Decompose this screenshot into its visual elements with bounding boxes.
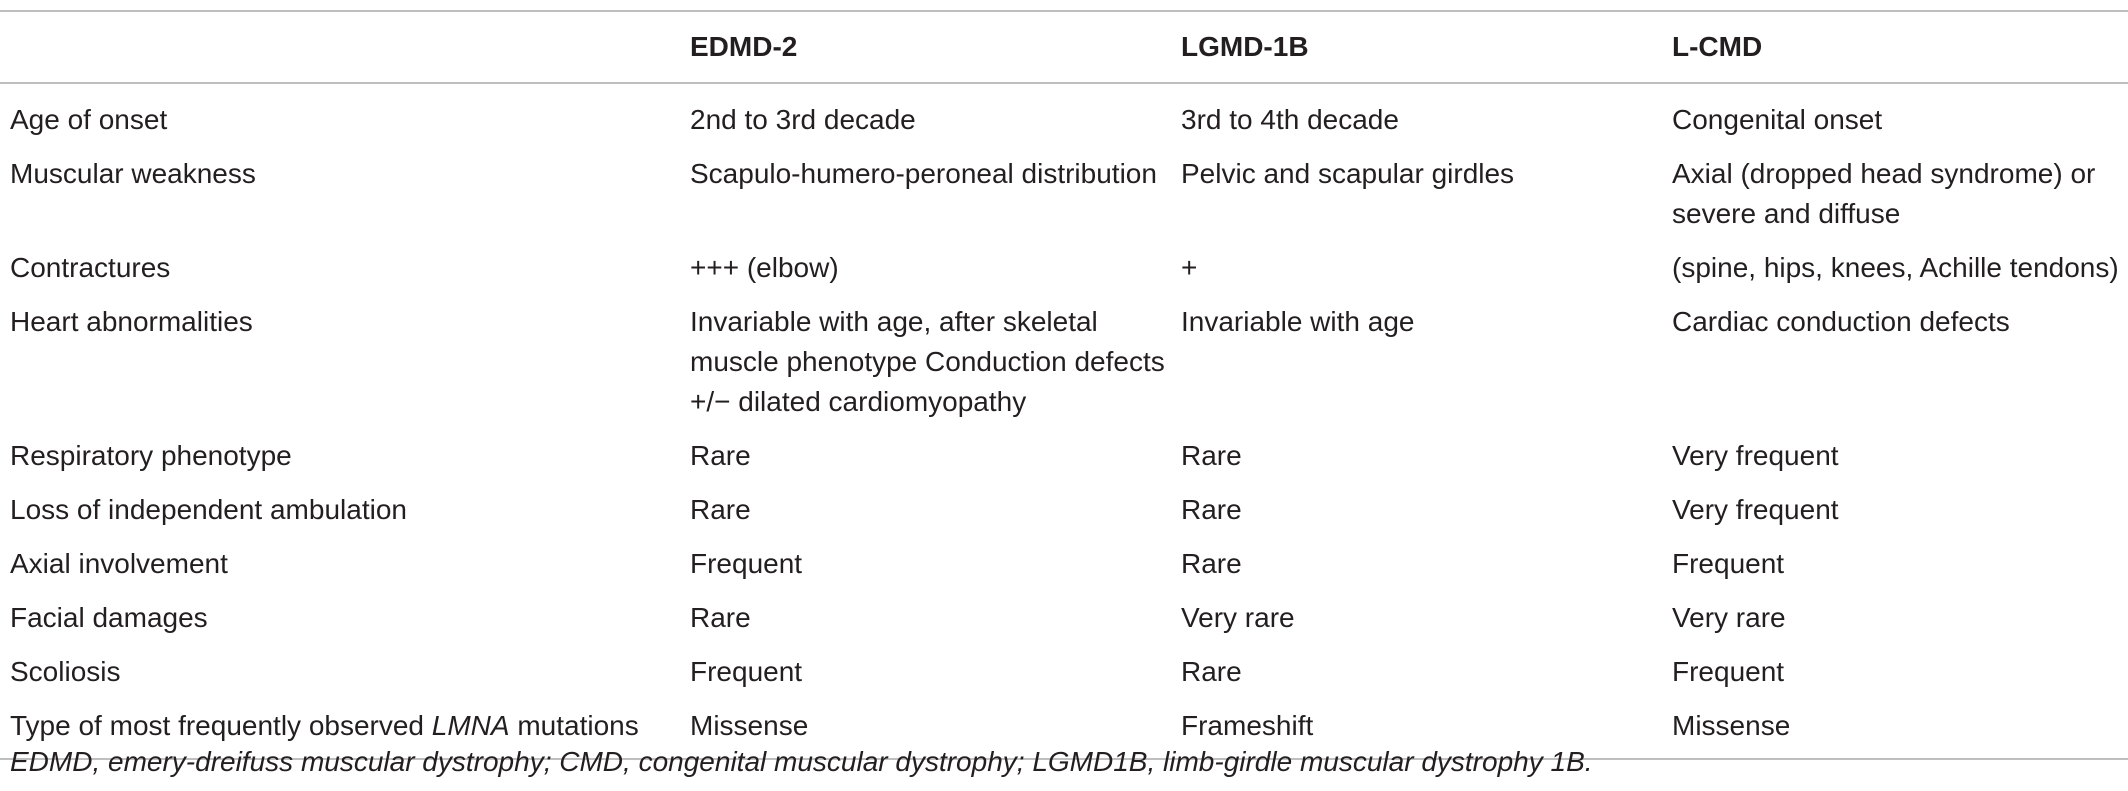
row-label-suffix: mutations xyxy=(509,710,639,741)
table-row xyxy=(0,296,2128,430)
row-label: Axial involvement xyxy=(10,548,228,579)
cell-lgmd1b: Rare xyxy=(1181,656,1242,687)
table-row xyxy=(0,646,2128,700)
row-label: Heart abnormalities xyxy=(10,306,253,337)
row-label: Muscular weakness xyxy=(10,158,256,189)
cell-lgmd1b: Very rare xyxy=(1181,602,1295,633)
cell-lcmd: Missense xyxy=(1672,710,1791,741)
cell-lgmd1b: Rare xyxy=(1181,548,1242,579)
table-row xyxy=(0,242,2128,296)
table-header-row xyxy=(0,11,2128,83)
cell-edmd2: Rare xyxy=(690,602,751,633)
row-label: Loss of independent ambulation xyxy=(10,494,407,525)
cell-edmd2: Frequent xyxy=(690,548,803,579)
cell-edmd2: +++ (elbow) xyxy=(690,252,839,283)
cell-lgmd1b: Rare xyxy=(1181,494,1242,525)
cell-lgmd1b: + xyxy=(1181,252,1198,283)
row-label: Contractures xyxy=(10,252,171,283)
header-lgmd1b: LGMD-1B xyxy=(1181,31,1309,62)
table-row xyxy=(0,484,2128,538)
row-label: Age of onset xyxy=(10,104,168,135)
header-edmd2: EDMD-2 xyxy=(690,31,798,62)
cell-lcmd: Cardiac conduction defects xyxy=(1672,306,2010,337)
row-label-prefix: Type of most frequently observed xyxy=(10,710,432,741)
cell-lcmd: Frequent xyxy=(1672,656,1785,687)
cell-lcmd: Very frequent xyxy=(1672,494,1839,525)
cell-lgmd1b: Frameshift xyxy=(1181,710,1314,741)
header-feature xyxy=(0,11,690,83)
cell-edmd2: Invariable with age, after skeletal muscle phenotype Conduction defects +/− dilated cardiomyopathy xyxy=(690,306,1165,417)
row-label: Scoliosis xyxy=(10,656,121,687)
cell-lcmd: Frequent xyxy=(1672,548,1785,579)
cell-lcmd: (spine, hips, knees, Achille tendons) xyxy=(1672,252,2119,283)
table-row xyxy=(0,148,2128,242)
row-label: Respiratory phenotype xyxy=(10,440,292,471)
cell-edmd2: Frequent xyxy=(690,656,803,687)
comparison-table xyxy=(0,10,2128,760)
table-footnote: EDMD, emery-dreifuss muscular dystrophy; CMD, congenital muscular dystrophy; LGMD1B, limb-girdle muscular dystrophy 1B. xyxy=(10,746,1593,777)
cell-edmd2: Scapulo-humero-peroneal distribution xyxy=(690,158,1157,189)
cell-lcmd: Very rare xyxy=(1672,602,1786,633)
cell-lgmd1b: 3rd to 4th decade xyxy=(1181,104,1399,135)
cell-lgmd1b: Rare xyxy=(1181,440,1242,471)
row-label: Facial damages xyxy=(10,602,208,633)
table-row xyxy=(0,83,2128,148)
row-label-gene: LMNA xyxy=(431,710,510,741)
cell-lcmd: Very frequent xyxy=(1672,440,1839,471)
cell-edmd2: 2nd to 3rd decade xyxy=(690,104,916,135)
cell-lgmd1b: Pelvic and scapular girdles xyxy=(1181,158,1515,189)
table-row xyxy=(0,430,2128,484)
cell-lcmd: Congenital onset xyxy=(1672,104,1883,135)
cell-edmd2: Missense xyxy=(690,710,809,741)
table-row xyxy=(0,538,2128,592)
cell-edmd2: Rare xyxy=(690,494,751,525)
cell-lgmd1b: Invariable with age xyxy=(1181,306,1415,337)
cell-lcmd: Axial (dropped head syndrome) or severe and diffuse xyxy=(1672,158,2096,229)
cell-edmd2: Rare xyxy=(690,440,751,471)
table-row xyxy=(0,592,2128,646)
header-lcmd: L-CMD xyxy=(1672,31,1763,62)
